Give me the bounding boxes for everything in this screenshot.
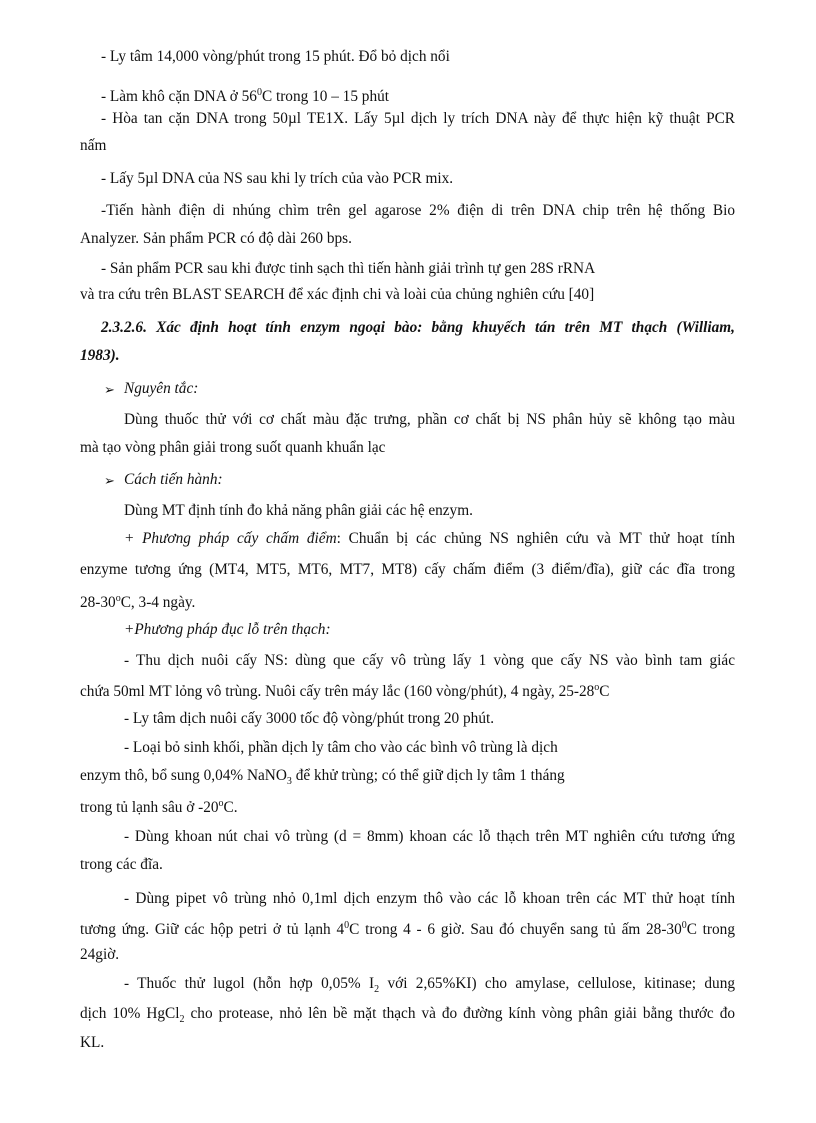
text-line: - Ly tâm dịch nuôi cấy 3000 tốc độ vòng/phút trong 20 phút. [124, 710, 495, 727]
arrow-bullet-icon: ➢ [104, 473, 115, 488]
text-line: - Dùng khoan nút chai vô trùng (d = 8mm) khoan các lỗ thạch trên MT nghiên cứu tương ứng [124, 828, 735, 845]
text-line: - Loại bỏ sinh khối, phần dịch ly tâm cho vào các bình vô trùng là dịch [124, 739, 558, 756]
text-line: enzym thô, bổ sung 0,04% NaNO$_3$ để khử trùng; có thể giữ dịch ly tâm 1 tháng [80, 767, 565, 788]
text-line: - Thuốc thử lugol (hỗn hợp 0,05% $I_2$ với 2,65%KI) cho amylase, cellulose, kitinase; dung [124, 975, 735, 996]
text-line: - Ly tâm 14,000 vòng/phút trong 15 phút. Đổ bỏ dịch nổi [101, 48, 450, 65]
text-line: trong tủ lạnh sâu ở -20$^o$C. [80, 798, 238, 817]
section-heading: 1983). [80, 347, 120, 364]
text-line: - Hòa tan cặn DNA trong 50µl TE1X. Lấy 5µl dịch ly trích DNA này để thực hiện kỹ thuật PCR [101, 110, 735, 127]
text-line: chứa 50ml MT lỏng vô trùng. Nuôi cấy trên máy lắc (160 vòng/phút), 4 ngày, 25-28$^o$C [80, 682, 610, 701]
subheading: Nguyên tắc: [124, 380, 199, 397]
text-line: Dùng MT định tính đo khả năng phân giải các hệ enzym. [124, 502, 473, 519]
text-line: dịch 10% HgCl$_2$ cho protease, nhỏ lên bề mặt thạch và đo đường kính vòng phân giải bằng thước đo [80, 1005, 735, 1026]
section-heading: 2.3.2.6. Xác định hoạt tính enzym ngoại bào: bằng khuyếch tán trên MT thạch (William, [101, 319, 735, 336]
text-line: nấm [80, 137, 107, 154]
subheading: Cách tiến hành: [124, 471, 223, 488]
text-line: + Phương pháp cấy chấm điểm: Chuẩn bị các chủng NS nghiên cứu và MT thử hoạt tính [124, 530, 735, 547]
text-line: 28-30$^o$C, 3-4 ngày. [80, 593, 196, 612]
text-line: Dùng thuốc thử với cơ chất màu đặc trưng, phần cơ chất bị NS phân hủy sẽ không tạo màu [124, 411, 735, 428]
text-line: trong các đĩa. [80, 856, 163, 873]
text-line: tương ứng. Giữ các hộp petri ở tủ lạnh $4^0C$ trong 4 - 6 giờ. Sau đó chuyển sang tủ ấm $28-30^0C$ trong [80, 920, 735, 939]
text-line: 24giờ. [80, 946, 120, 963]
text-line: enzyme tương ứng (MT4, MT5, MT6, MT7, MT8) cấy chấm điểm (3 điểm/đĩa), giữ các đĩa trong [80, 561, 735, 578]
subheading: +Phương pháp đục lỗ trên thạch: [124, 621, 331, 638]
text-line: và tra cứu trên BLAST SEARCH để xác định chi và loài của chủng nghiên cứu [40] [80, 286, 595, 303]
text-line: - Thu dịch nuôi cấy NS: dùng que cấy vô trùng lấy 1 vòng que cấy NS vào bình tam giác [124, 652, 735, 669]
text-line: - Dùng pipet vô trùng nhỏ 0,1ml dịch enzym thô vào các lỗ khoan trên các MT thử hoạt tính [124, 890, 735, 907]
text-line: - Lấy 5µl DNA của NS sau khi ly trích của vào PCR mix. [101, 170, 454, 187]
text-line: - Làm khô cặn DNA ở $56^0C$ trong 10 – 15 phút [101, 87, 389, 106]
arrow-bullet-icon: ➢ [104, 382, 115, 397]
text-line: KL. [80, 1034, 105, 1051]
text-line: Analyzer. Sản phẩm PCR có độ dài 260 bps. [80, 230, 352, 247]
text-line: mà tạo vòng phân giải trong suốt quanh khuẩn lạc [80, 439, 386, 456]
text-line: - Sản phẩm PCR sau khi được tinh sạch thì tiến hành giải trình tự gen 28S rRNA [101, 260, 596, 277]
text-line: -Tiến hành điện di nhúng chìm trên gel agarose 2% điện di trên DNA chip trên hệ thống Bio [101, 202, 735, 219]
